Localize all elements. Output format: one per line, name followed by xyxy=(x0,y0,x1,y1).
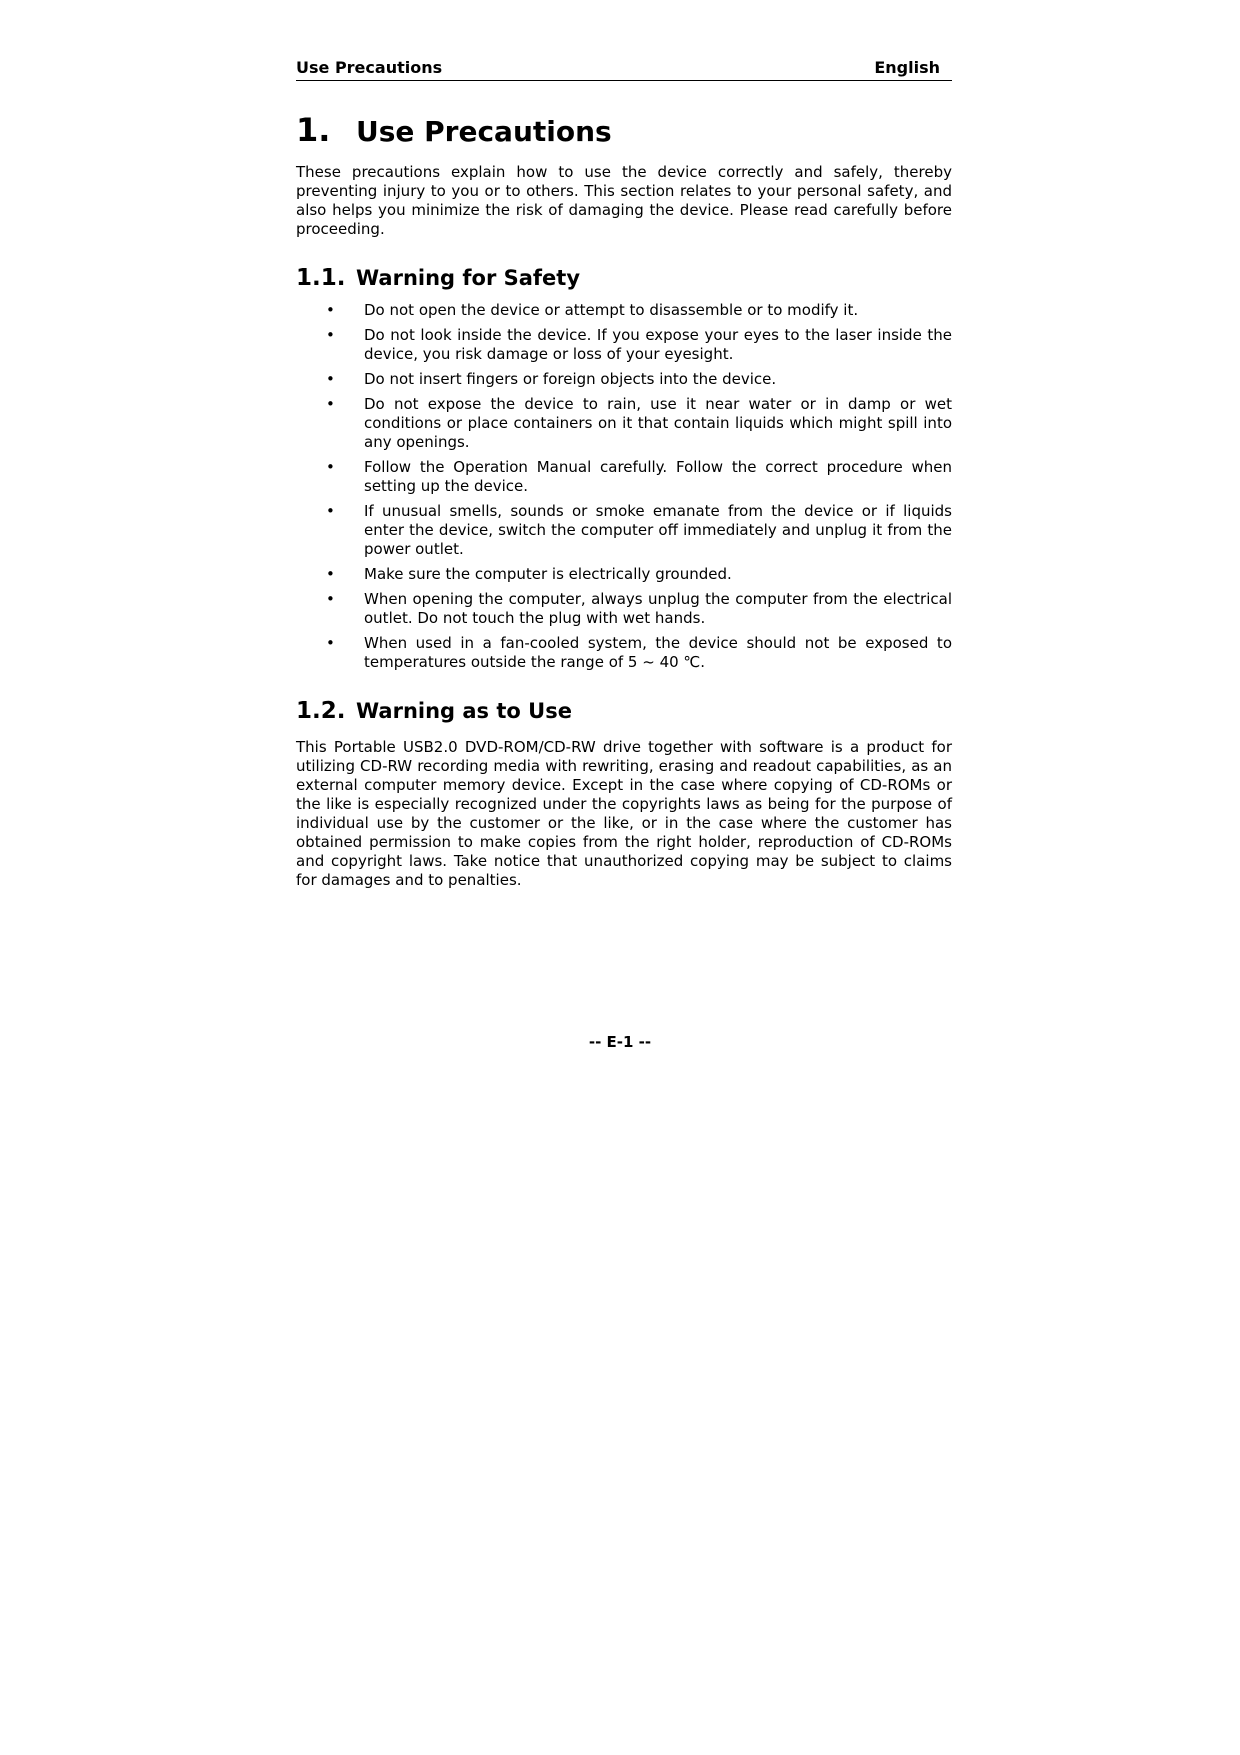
bullet-glyph: • xyxy=(326,301,335,319)
list-item xyxy=(296,502,952,559)
section-1-1-heading xyxy=(296,265,952,291)
header-section-title: Use Precautions xyxy=(296,58,443,77)
list-item-text: Do not look inside the device. If you expose your eyes to the laser inside the device, you risk damage or loss of your eyesight. xyxy=(364,326,952,363)
list-item xyxy=(296,326,952,364)
list-item-text: Do not open the device or attempt to disassemble or to modify it. xyxy=(364,301,859,319)
running-header xyxy=(296,58,952,81)
list-item xyxy=(296,590,952,628)
bullet-glyph: • xyxy=(326,634,335,652)
bullet-glyph: • xyxy=(326,565,335,583)
list-item xyxy=(296,458,952,496)
list-item xyxy=(296,565,952,584)
bullet-glyph: • xyxy=(326,502,335,520)
section-1-2-title: Warning as to Use xyxy=(356,699,572,723)
list-item-text: When used in a fan-cooled system, the device should not be exposed to temperatures outside the range of 5 ~ 40 ℃. xyxy=(364,634,952,671)
page-number: -- E-1 -- xyxy=(588,1033,652,1051)
list-item xyxy=(296,634,952,672)
bullet-glyph: • xyxy=(326,395,335,413)
section-1-number: 1. xyxy=(296,111,331,149)
list-item-text: Follow the Operation Manual carefully. Follow the correct procedure when setting up the device. xyxy=(364,458,952,495)
safety-warning-list xyxy=(296,301,952,672)
list-item xyxy=(296,395,952,452)
bullet-glyph: • xyxy=(326,458,335,476)
section-1-1-number: 1.1. xyxy=(296,265,346,291)
bullet-glyph: • xyxy=(326,370,335,388)
list-item-text: Do not insert fingers or foreign objects into the device. xyxy=(364,370,777,388)
section-1-2-heading xyxy=(296,698,952,724)
list-item-text: Do not expose the device to rain, use it near water or in damp or wet conditions or place containers on it that contain liquids which might spill into any openings. xyxy=(364,395,952,451)
list-item-text: When opening the computer, always unplug the computer from the electrical outlet. Do not touch the plug with wet hands. xyxy=(364,590,952,627)
document-page xyxy=(296,58,952,890)
header-language: English xyxy=(874,58,940,77)
section-1-intro: These precautions explain how to use the device correctly and safely, thereby preventing injury to you or to others. This section relates to your personal safety, and also helps you minimize the risk of damaging the device. Please read carefully before proceeding. xyxy=(296,163,952,238)
section-1-title: Use Precautions xyxy=(356,115,612,148)
list-item-text: Make sure the computer is electrically grounded. xyxy=(364,565,732,583)
section-1-2-body: This Portable USB2.0 DVD-ROM/CD-RW drive together with software is a product for utilizing CD-RW recording media with rewriting, erasing and readout capabilities, as an external computer memory device. Except in the case where copying of CD-ROMs or the like is especially recognized under the copyrights laws as being for the purpose of individual use by the customer or the like, or in the case where the customer has obtained permission to make copies from the right holder, reproduction of CD-ROMs and copyright laws. Take notice that unauthorized copying may be subject to claims for damages and to penalties. xyxy=(296,738,952,889)
section-1-2-number: 1.2. xyxy=(296,698,346,724)
bullet-glyph: • xyxy=(326,326,335,344)
list-item xyxy=(296,370,952,389)
section-1-heading xyxy=(296,111,952,149)
section-1-1-title: Warning for Safety xyxy=(356,266,581,290)
bullet-glyph: • xyxy=(326,590,335,608)
list-item xyxy=(296,301,952,320)
list-item-text: If unusual smells, sounds or smoke emanate from the device or if liquids enter the device, switch the computer off immediately and unplug it from the power outlet. xyxy=(364,502,952,558)
